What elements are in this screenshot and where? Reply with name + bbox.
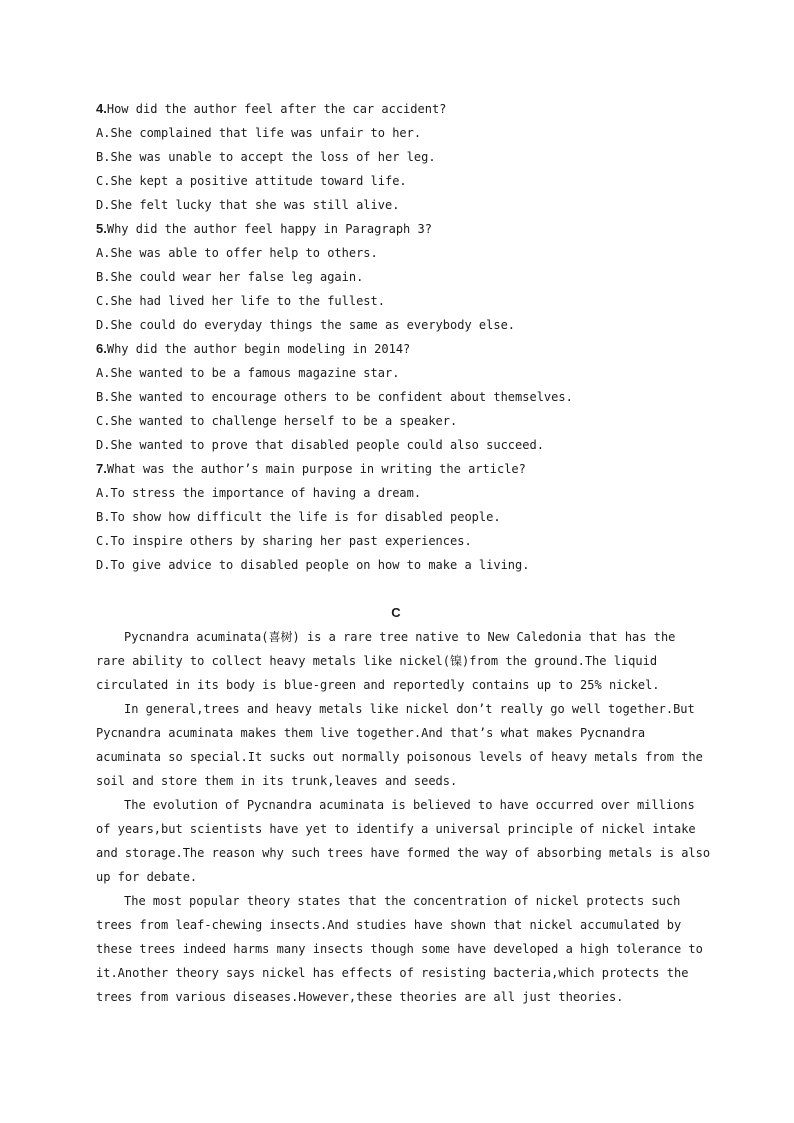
option-a: A.To stress the importance of having a dream. <box>96 486 422 500</box>
option-d: D.She wanted to prove that disabled people could also succeed. <box>96 438 544 452</box>
passage <box>96 625 711 1009</box>
paragraph-line: circulated in its body is blue-green and reportedly contains up to 25% nickel. <box>96 678 660 692</box>
paragraph-line: Pycnandra acuminata makes them live together.And that’s what makes Pycnandra <box>96 726 646 740</box>
question-6 <box>96 337 696 457</box>
paragraph-line: these trees indeed harms many insects though some have developed a high tolerance to <box>96 942 703 956</box>
paragraph-line: The most popular theory states that the concentration of nickel protects such <box>124 894 681 908</box>
question-text: How did the author feel after the car accident? <box>106 102 447 116</box>
option-a: A.She complained that life was unfair to her. <box>96 126 422 140</box>
paragraph-4 <box>96 889 703 1009</box>
paragraph-line: and storage.The reason why such trees have formed the way of absorbing metals is also <box>96 846 711 860</box>
question-number: 6. <box>96 341 107 356</box>
question-list <box>96 97 696 577</box>
question-stem <box>96 97 696 121</box>
option-b: B.She was unable to accept the loss of her leg. <box>96 150 436 164</box>
exam-page <box>96 97 711 1009</box>
paragraph-line: trees from various diseases.However,these theories are all just theories. <box>96 990 624 1004</box>
option-c: C.She had lived her life to the fullest. <box>96 294 385 308</box>
paragraph-line: soil and store them in its trunk,leaves and seeds. <box>96 774 458 788</box>
question-5 <box>96 217 696 337</box>
option-d: D.To give advice to disabled people on how to make a living. <box>96 558 530 572</box>
option-b: B.She could wear her false leg again. <box>96 270 364 284</box>
option-d: D.She felt lucky that she was still alive. <box>96 198 400 212</box>
paragraph-3 <box>96 793 711 889</box>
question-text: Why did the author begin modeling in 2014? <box>106 342 411 356</box>
question-number: 4. <box>96 101 107 116</box>
option-b: B.To show how difficult the life is for disabled people. <box>96 510 501 524</box>
question-stem <box>96 337 696 361</box>
paragraph-line: acuminata so special.It sucks out normally poisonous levels of heavy metals from the <box>96 750 703 764</box>
paragraph-line: trees from leaf-chewing insects.And studies have shown that nickel accumulated by <box>96 918 682 932</box>
paragraph-line: it.Another theory says nickel has effects of resisting bacteria,which protects the <box>96 966 689 980</box>
question-stem <box>96 457 696 481</box>
paragraph-line: The evolution of Pycnandra acuminata is believed to have occurred over millions <box>124 798 695 812</box>
paragraph-2 <box>96 697 703 793</box>
question-stem <box>96 217 696 241</box>
question-number: 7. <box>96 461 107 476</box>
option-d: D.She could do everyday things the same as everybody else. <box>96 318 516 332</box>
paragraph-line: rare ability to collect heavy metals like nickel(镍)from the ground.The liquid <box>96 654 658 668</box>
paragraph-line: up for debate. <box>96 870 198 884</box>
paragraph-line: In general,trees and heavy metals like nickel don’t really go well together.But <box>124 702 695 716</box>
option-a: A.She was able to offer help to others. <box>96 246 378 260</box>
option-c: C.She wanted to challenge herself to be a speaker. <box>96 414 458 428</box>
paragraph-line: of years,but scientists have yet to identify a universal principle of nickel intake <box>96 822 696 836</box>
option-b: B.She wanted to encourage others to be confident about themselves. <box>96 390 573 404</box>
paragraph-1 <box>96 625 696 697</box>
option-c: C.To inspire others by sharing her past experiences. <box>96 534 472 548</box>
question-text: Why did the author feel happy in Paragraph 3? <box>106 222 432 236</box>
question-7 <box>96 457 696 577</box>
question-number: 5. <box>96 221 107 236</box>
paragraph-line: Pycnandra acuminata(喜树) is a rare tree native to New Caledonia that has the <box>124 630 676 644</box>
option-a: A.She wanted to be a famous magazine star. <box>96 366 400 380</box>
question-4 <box>96 97 696 217</box>
question-text: What was the author’s main purpose in writing the article? <box>106 462 526 476</box>
section-title: C <box>391 605 401 620</box>
option-c: C.She kept a positive attitude toward life. <box>96 174 407 188</box>
